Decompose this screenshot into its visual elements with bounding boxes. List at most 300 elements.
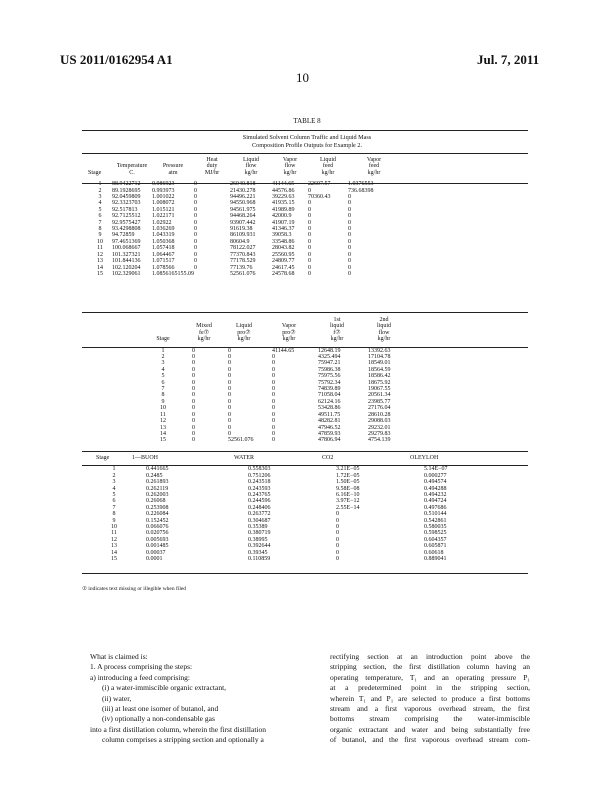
table-caption — [0, 134, 614, 149]
table-cell: 5 — [161, 373, 165, 380]
table-cell: 41346.37 — [272, 226, 295, 233]
table-cell: 8 — [161, 392, 165, 399]
table-cell: 18564.59 — [368, 366, 391, 373]
table-cell: 1.015121 — [152, 206, 175, 213]
table-cell: 93.4298808 — [112, 226, 141, 233]
claim-line: 1. A process comprising the steps: — [90, 662, 193, 672]
table-part1 — [88, 157, 400, 277]
table-cell: 33548.86 — [272, 238, 295, 245]
table-cell: 11 — [97, 245, 103, 252]
table-cell: 13392.63 — [368, 347, 391, 354]
table-cell: 42000.9 — [272, 213, 292, 220]
table-cell: 0.598525 — [424, 530, 447, 537]
table-cell: 19067.55 — [368, 386, 391, 393]
table-cell: 0 — [228, 424, 231, 431]
table-row — [88, 271, 400, 277]
table-cell: 0 — [192, 411, 195, 418]
table-cell: 9 — [161, 398, 165, 405]
column-header: Pressure — [162, 163, 184, 170]
table-cell: 0 — [272, 424, 275, 431]
table-cell: 0 — [272, 392, 275, 399]
table-cell: 21430.278 — [230, 187, 256, 194]
table-cell: 53428.86 — [318, 405, 341, 412]
table-cell: 88.9422712 — [112, 181, 141, 188]
table-cell: 3 — [161, 360, 165, 367]
claim-line: What is claimed is: — [90, 652, 148, 661]
column-header: kg/hr — [237, 336, 251, 343]
table-cell: 0.000277 — [424, 472, 447, 479]
table-cell: 5 — [98, 206, 102, 213]
table-cell: 5.14E−07 — [424, 466, 448, 473]
table-cell: 0.60618 — [424, 549, 444, 556]
table-cell: 0 — [348, 206, 351, 213]
table-cell: 736.68398 — [348, 187, 374, 194]
table-cell: 12 — [111, 536, 117, 543]
table-cell: 1 — [98, 181, 102, 188]
table-rule — [82, 573, 528, 574]
claim-line: bottoms stream comprising the water-immiscible — [330, 714, 530, 724]
table-cell: 0.243518 — [248, 479, 271, 486]
claim-line: operating temperature, T₁ and an operating pressure P₁ — [330, 672, 530, 682]
table-cell: 24809.77 — [272, 258, 295, 265]
table-cell: 0 — [228, 347, 231, 354]
table-cell: 0 — [348, 213, 351, 220]
table-cell: 3.21E−05 — [336, 466, 360, 473]
table-cell: 47806.94 — [318, 437, 341, 444]
table-cell: 15 — [160, 437, 166, 444]
table-rule — [82, 153, 528, 154]
table-cell: 0 — [228, 366, 231, 373]
table-cell: 0.580035 — [424, 524, 447, 531]
table-cell: 0 — [192, 347, 195, 354]
table-cell: 41144.65 — [272, 347, 295, 354]
table-cell: 0 — [336, 524, 339, 531]
column-header: WATER — [234, 455, 254, 461]
table-cell: 0 — [308, 238, 311, 245]
table-cell: 0 — [308, 200, 311, 207]
table-footnote: ⑦ indicates text missing or illegible when filed — [82, 586, 187, 592]
table-cell: 0 — [336, 511, 339, 518]
table-cell: 0.494724 — [424, 498, 447, 505]
table-cell: 78122.027 — [230, 245, 256, 252]
table-cell: 0 — [194, 258, 197, 265]
table-cell: 0.066076 — [146, 524, 169, 531]
caption-line: Composition Profile Outputs for Example 2. — [252, 141, 362, 149]
claim-line: a) introducing a feed comprising: — [90, 672, 190, 682]
table-cell: 0 — [192, 424, 195, 431]
table-cell: 1.72E−05 — [336, 472, 360, 479]
table-cell: 0.392644 — [248, 543, 271, 550]
table-cell: 39058.3 — [272, 232, 292, 239]
table-cell: 26040.818 — [230, 181, 256, 188]
table-cell: 0 — [194, 213, 197, 220]
table-cell: 0 — [194, 187, 197, 194]
table-cell: 0 — [308, 251, 311, 258]
table-cell: 12648.19 — [318, 347, 341, 354]
table-cell: 1.02922 — [152, 219, 172, 226]
table-cell: 0.604357 — [424, 536, 447, 543]
table-cell: 0.558303 — [248, 466, 271, 473]
claim-line: stripping section, the first distillation column having an — [330, 662, 530, 672]
table-cell: 1.50E−05 — [336, 479, 360, 486]
table-cell: 0.263772 — [248, 511, 271, 518]
table-cell: 86109.931 — [230, 232, 256, 239]
column-header: atm — [168, 169, 178, 176]
table-cell: 0 — [308, 245, 311, 252]
table-cell: 3 — [98, 194, 102, 201]
table-cell: 0.510144 — [424, 511, 447, 518]
table-cell: 94561.975 — [230, 206, 256, 213]
table-cell: 0 — [192, 373, 195, 380]
table-cell: 10 — [160, 405, 166, 412]
table-cell: 0 — [336, 556, 339, 563]
table-cell: 0 — [308, 270, 311, 277]
column-header: kg/hr — [367, 169, 381, 176]
table-cell: 70360.43 — [308, 194, 331, 201]
table-cell: 0 — [194, 238, 197, 245]
table-cell: 0.38995 — [248, 536, 268, 543]
table-cell: 1.071517 — [152, 258, 175, 265]
table-cell: 0 — [348, 238, 351, 245]
table-cell: 75975.56 — [318, 373, 341, 380]
claim-line: rectifying section at an introduction point above the — [330, 652, 530, 661]
table-cell: 0 — [194, 232, 197, 239]
table-cell: 1.050368 — [152, 238, 175, 245]
table-cell: 0 — [272, 354, 275, 361]
table-cell: 62124.16 — [318, 398, 341, 405]
claims-right-column — [330, 652, 530, 746]
table-cell: 0 — [336, 530, 339, 537]
table-cell: 0.889041 — [424, 556, 447, 563]
table-cell: 11 — [160, 411, 166, 418]
column-header: kg/hr — [282, 336, 296, 343]
table-cell: 2 — [161, 354, 165, 361]
table-cell: 4 — [112, 485, 116, 492]
table-cell: 0 — [272, 360, 275, 367]
table-cell: 0 — [348, 245, 351, 252]
table-cell: 0.605871 — [424, 543, 447, 550]
table-cell: 13 — [160, 424, 166, 431]
table-cell: 0.262119 — [146, 485, 169, 492]
table-cell: 1.064467 — [152, 251, 175, 258]
table-cell: 75792.34 — [318, 379, 341, 386]
table-cell: 3.97E−12 — [336, 498, 360, 505]
table-row — [140, 437, 406, 443]
table-cell: 0 — [192, 437, 195, 444]
claim-line: stream and a first vaporous overhead stream, the first — [330, 704, 530, 714]
table-cell: 41935.15 — [272, 200, 295, 207]
table-cell: 1 — [112, 466, 116, 473]
table-cell: 0 — [192, 386, 195, 393]
table-cell: 0.243765 — [248, 492, 271, 499]
column-header: pro⑦ — [237, 329, 251, 336]
table-cell: 9.58E−08 — [336, 485, 360, 492]
column-header: Stage — [96, 455, 110, 461]
table-cell: 94496.221 — [230, 194, 256, 201]
table-rule — [82, 451, 528, 452]
table-cell: 0 — [194, 219, 197, 226]
column-header: pro⑦ — [282, 329, 296, 336]
table-cell: 18675.92 — [368, 379, 391, 386]
table-cell: 0.248406 — [248, 504, 271, 511]
table-cell: 0 — [192, 379, 195, 386]
table-cell: 4 — [98, 200, 102, 207]
table-cell: 0 — [272, 386, 275, 393]
table-cell: 3 — [112, 479, 116, 486]
table-cell: 0.2485 — [146, 472, 163, 479]
table-cell: 0 — [228, 411, 231, 418]
column-header: Temperature — [116, 163, 148, 170]
column-header: kg/hr — [377, 336, 391, 343]
column-header: flow — [245, 163, 257, 170]
table-cell: 0 — [192, 430, 195, 437]
table-cell: 0 — [308, 232, 311, 239]
table-cell: 0.0001 — [146, 556, 163, 563]
caption-line: Simulated Solvent Column Traffic and Liquid Mass — [242, 134, 372, 141]
table-cell: 0.494574 — [424, 479, 447, 486]
table-cell: 0 — [192, 398, 195, 405]
table-cell: 0 — [194, 245, 197, 252]
table-cell: 14 — [97, 264, 103, 271]
table-cell: 0 — [272, 430, 275, 437]
table-cell: 1.0856165155.09 — [152, 270, 194, 277]
table-cell: 0.986923 — [152, 181, 175, 188]
table-cell: 0 — [228, 360, 231, 367]
table-cell: 18586.42 — [368, 373, 391, 380]
table-cell: 10 — [97, 238, 103, 245]
table-cell: 77370.843 — [230, 251, 256, 258]
table-cell: 0.244596 — [248, 498, 271, 505]
table-cell: 0 — [272, 411, 275, 418]
column-header: kg/hr — [330, 336, 344, 343]
table-cell: 1.036269 — [152, 226, 175, 233]
table-part3 — [96, 455, 470, 563]
header-row — [88, 170, 400, 176]
claim-line: column comprises a stripping section and optionally a — [102, 735, 264, 745]
table-rule — [82, 465, 528, 466]
table-cell: 75947.21 — [318, 360, 341, 367]
claim-line: wherein T₁ and P₁ are selected to produce a first bottoms — [330, 693, 530, 703]
table-cell: 91619.38 — [230, 226, 253, 233]
table-cell: 0 — [228, 418, 231, 425]
table-cell: 0.152452 — [146, 517, 169, 524]
table-cell: 92.3323703 — [112, 200, 141, 207]
table-cell: 100.068667 — [112, 245, 141, 252]
table-cell: 0.494288 — [424, 485, 447, 492]
column-header: kg/hr — [321, 169, 335, 176]
table-cell: 9 — [98, 232, 102, 239]
column-header: Heat — [206, 157, 218, 163]
table-cell: 0 — [192, 405, 195, 412]
table-cell: 74839.89 — [318, 386, 341, 393]
table-cell: 0 — [348, 264, 351, 271]
table-cell: 77139.76 — [230, 264, 253, 271]
page-number: 10 — [296, 70, 309, 85]
column-header: C. — [129, 169, 135, 176]
table-cell: 1.0376553 — [348, 181, 374, 188]
table-cell: 41907.19 — [272, 219, 295, 226]
table-cell: 28610.28 — [368, 411, 391, 418]
table-cell: 0 — [348, 200, 351, 207]
table-cell: 0.751206 — [248, 472, 271, 479]
claim-line: of butanol, and the first vaporous overhead stream com- — [330, 735, 530, 745]
column-header: Stage — [88, 169, 102, 176]
table-cell: 0 — [194, 226, 197, 233]
column-header: Vapor — [366, 157, 382, 163]
table-cell: 0 — [336, 536, 339, 543]
table-cell: 6.16E−10 — [336, 492, 360, 499]
table-cell: 0 — [194, 181, 197, 188]
table-cell: 12 — [97, 251, 103, 258]
table-cell: 7 — [98, 219, 102, 226]
header-row — [140, 336, 406, 342]
table-cell: 49511.75 — [318, 411, 341, 418]
table-cell: 1 — [161, 347, 165, 354]
column-header: OLEYLOH — [410, 455, 439, 461]
table-cell: 29088.03 — [368, 418, 391, 425]
table-cell: 14 — [111, 549, 117, 556]
table-cell: 0 — [348, 270, 351, 277]
table-cell: 18549.01 — [368, 360, 391, 367]
table-cell: 39229.63 — [272, 194, 295, 201]
table-cell: 47946.52 — [318, 424, 341, 431]
table-cell: 0 — [308, 258, 311, 265]
table-cell: 0 — [272, 373, 275, 380]
column-header: 1—BUOH — [132, 455, 159, 461]
table-cell: 0.110859 — [248, 556, 271, 563]
column-header: Liquid — [243, 157, 259, 163]
table-cell: 29279.83 — [368, 430, 391, 437]
table-cell: 0 — [336, 543, 339, 550]
table-cell: 92.0459809 — [112, 194, 141, 201]
claims-left-column — [82, 652, 312, 746]
table-cell: 0.26068 — [146, 498, 166, 505]
table-cell: 0 — [272, 379, 275, 386]
table-cell: 89.1928695 — [112, 187, 141, 194]
column-header: duty — [206, 163, 218, 170]
table-cell: 1.008072 — [152, 200, 175, 207]
table-cell: 15 — [111, 556, 117, 563]
table-cell: 92.9575427 — [112, 219, 141, 226]
table-cell: 94468.264 — [230, 213, 256, 220]
table-cell: 0.497686 — [424, 504, 447, 511]
column-header: liquid — [329, 323, 344, 330]
column-header: liquid — [376, 323, 391, 330]
table-cell: 0 — [348, 194, 351, 201]
table-cell: 75986.38 — [318, 366, 341, 373]
table-cell: 0.304687 — [248, 517, 271, 524]
table-cell: 6 — [112, 498, 116, 505]
table-cell: 0 — [308, 226, 311, 233]
table-cell: 0 — [228, 386, 231, 393]
table-cell: 8 — [98, 226, 102, 233]
table-cell: 0 — [192, 360, 195, 367]
table-rule — [82, 312, 528, 313]
column-header: CO2 — [322, 455, 334, 461]
table-cell: 52561.076 — [228, 437, 254, 444]
table-cell: 41144.65 — [272, 181, 295, 188]
table-cell: 102.329061 — [112, 270, 141, 277]
table-cell: 92.7125512 — [112, 213, 141, 220]
table-cell: 8 — [112, 511, 116, 518]
table-cell: 0 — [194, 194, 197, 201]
table-cell: 44576.86 — [272, 187, 295, 194]
table-cell: 71058.04 — [318, 392, 341, 399]
table-cell: 0 — [308, 219, 311, 226]
column-header: 2nd — [379, 317, 389, 323]
table-cell: 0.243593 — [248, 485, 271, 492]
table-cell: 0 — [272, 405, 275, 412]
table-cell: 0 — [228, 392, 231, 399]
table-cell: 25560.95 — [272, 251, 295, 258]
table-cell: 80604.9 — [230, 238, 250, 245]
claim-line: organic extractant and water and being substantially free — [330, 724, 530, 734]
table-cell: 4 — [161, 366, 165, 373]
column-header: Vapor — [282, 157, 298, 163]
table-label: TABLE 8 — [293, 117, 321, 125]
table-cell: 101.844136 — [112, 258, 141, 265]
table-cell: 0.380719 — [248, 530, 271, 537]
claim-line: at a predetermined point in the stripping section, — [330, 683, 530, 693]
table-cell: 0 — [194, 264, 197, 271]
table-cell: 0 — [192, 354, 195, 361]
table-cell: 0 — [228, 373, 231, 380]
table-cell: 1.001022 — [152, 194, 175, 201]
table-cell: 1.078566 — [152, 264, 175, 271]
table-row — [88, 181, 400, 187]
table-cell: 10 — [111, 524, 117, 531]
column-header: Liquid — [236, 323, 252, 330]
table-cell: 6 — [98, 213, 102, 220]
table-cell: 5 — [112, 492, 116, 499]
table-cell: 0.262003 — [146, 492, 169, 499]
column-header: f⑦ — [333, 329, 341, 336]
table-cell: 29232.01 — [368, 424, 391, 431]
table-cell: 23985.77 — [368, 398, 391, 405]
table-part2 — [140, 317, 406, 444]
table-cell — [194, 271, 230, 277]
column-header: feed — [368, 163, 380, 170]
table-cell: 0.542861 — [424, 517, 447, 524]
table-cell: 0.35389 — [248, 524, 268, 531]
table-cell: 0 — [228, 354, 231, 361]
table-cell: 0 — [192, 366, 195, 373]
column-header: Stage — [156, 336, 170, 343]
table-cell: 24578.68 — [272, 270, 295, 277]
column-header: fe⑦ — [198, 329, 210, 336]
table-cell: 0 — [228, 398, 231, 405]
claim-line: into a first distillation column, wherein the first distillation — [90, 724, 267, 734]
table-rule — [82, 347, 528, 348]
table-cell: 0.261893 — [146, 479, 169, 486]
column-header: kg/hr — [197, 336, 211, 343]
table-cell: 0.00037 — [146, 549, 166, 556]
table-cell: 0 — [272, 437, 275, 444]
column-header: Vapor — [281, 323, 297, 330]
table-cell: 0 — [272, 366, 275, 373]
table-cell: 0.020756 — [146, 530, 169, 537]
table-cell: 0.441665 — [146, 466, 169, 473]
table-cell: 0 — [336, 549, 339, 556]
table-cell: 4325.494 — [318, 354, 341, 361]
table-cell: 0 — [308, 187, 311, 194]
table-cell: 9 — [112, 517, 116, 524]
column-header: kg/hr — [244, 169, 258, 176]
table-cell: 7 — [112, 504, 116, 511]
table-cell: 0 — [348, 232, 351, 239]
column-header: MJ/hr — [204, 169, 220, 176]
table-cell: 48282.81 — [318, 418, 341, 425]
